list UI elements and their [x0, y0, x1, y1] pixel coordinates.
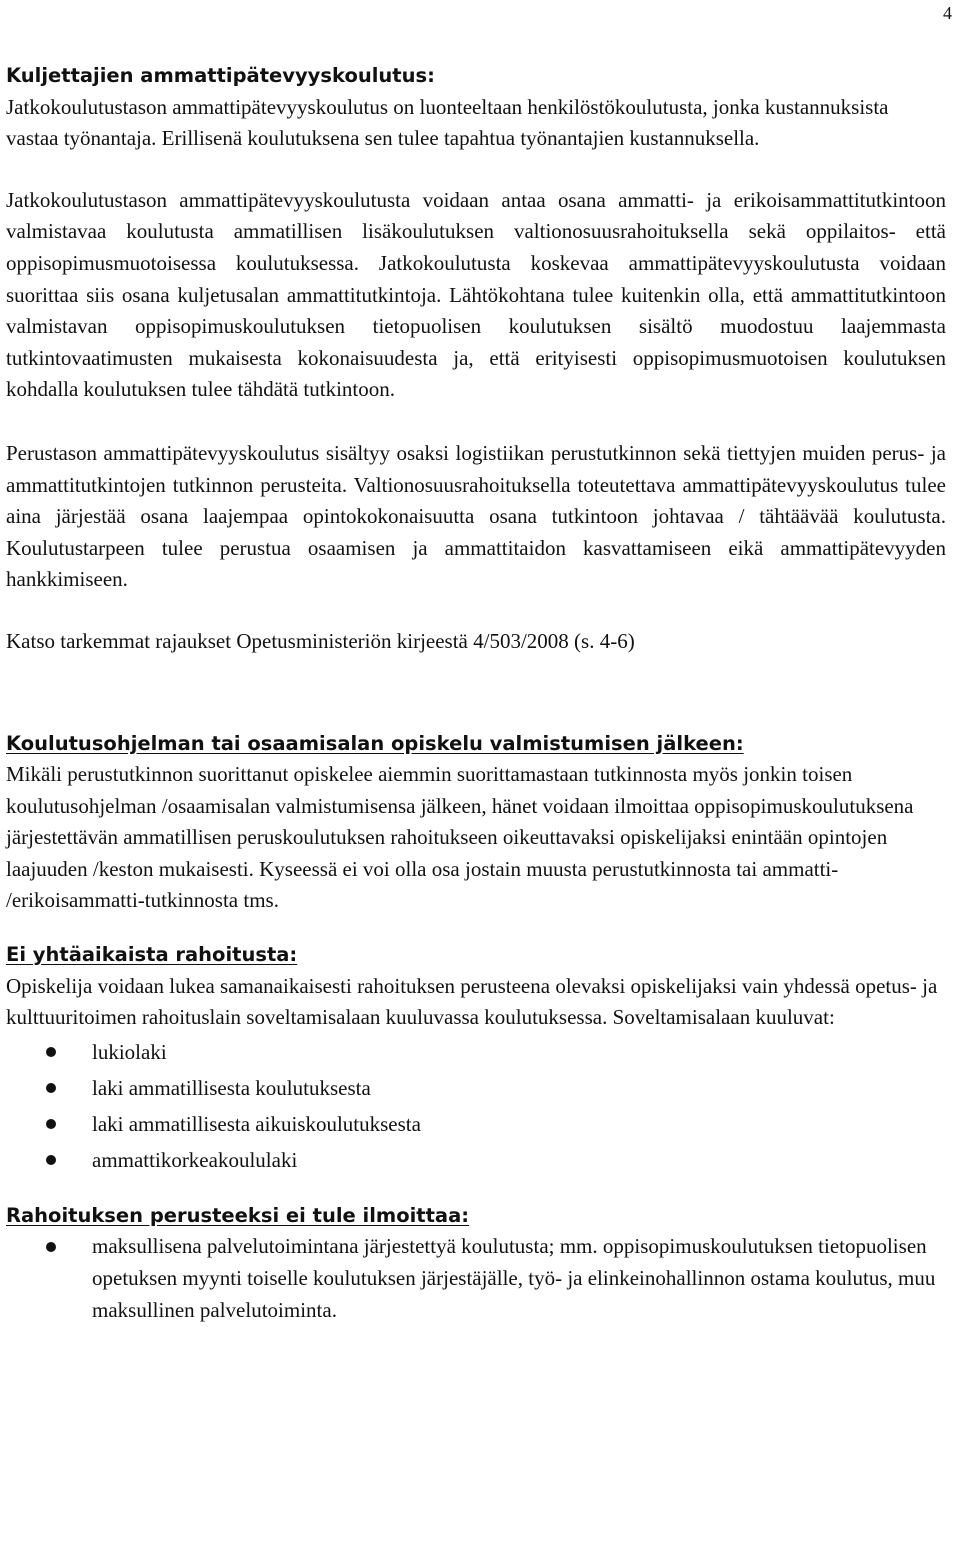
- list-item-text: lukiolaki: [92, 1039, 167, 1064]
- section-heading-after-graduation: Koulutusohjelman tai osaamisalan opiskelu valmistumisen jälkeen:: [6, 731, 744, 755]
- page-number: 4: [943, 3, 952, 23]
- bullet-list-not-to-report: [6, 1231, 946, 1326]
- bullet-icon: [46, 1047, 56, 1057]
- section-not-to-report: [6, 1200, 946, 1326]
- list-item-text: ammattikorkeakoululaki: [92, 1147, 298, 1172]
- bullet-icon: [46, 1119, 56, 1129]
- paragraph-reference: Katso tarkemmat rajaukset Opetusministeriön kirjeestä 4/503/2008 (s. 4-6): [6, 628, 635, 653]
- list-item: [6, 1142, 946, 1178]
- section-heading-no-simultaneous-funding: Ei yhtäaikaista rahoitusta:: [6, 943, 298, 967]
- paragraph-no-simultaneous-funding: Opiskelija voidaan lukea samanaikaisesti rahoituksen perusteena olevaksi opiskelijaksi vain yhdessä opetus- ja kulttuuritoimen rahoituslain soveltamisalaan kuuluvassa koulutuksessa. Soveltamisalaan kuuluvat:: [6, 973, 938, 1030]
- section-driver-training: [6, 60, 946, 658]
- paragraph-further-training: Jatkokoulutustason ammattipätevyyskoulutusta voidaan antaa osana ammatti- ja erikoisammattitutkintoon valmistavaa koulutusta ammatillisen lisäkoulutuksen valtionosuusrahoituksella sekä oppilaitos- että oppisopimusmuotoisessa koulutuksessa. Jatkokoulutusta koskevaa ammattipätevyyskoulutusta voidaan suorittaa siis osana kuljetusalan ammattitutkintoja. Lähtökohtana tulee kuitenkin olla, että ammattitutkintoon valmistavan oppisopimuskoulutuksen tietopuolisen koulutuksen sisältö muodostuu laajemmasta tutkintovaatimusten mukaisesta kokonaisuudesta ja, että erityisesti oppisopimusmuotoisen koulutuksen kohdalla koulutuksen tulee tähdätä tutkintoon.: [6, 187, 946, 402]
- paragraph-intro: Jatkokoulutustason ammattipätevyyskoulutus on luonteeltaan henkilöstökoulutusta, jonka kustannuksista vastaa työnantaja. Erillisenä koulutuksena sen tulee tapahtua työnantajien kustannuksella.: [6, 94, 889, 151]
- section-no-simultaneous-funding: [6, 939, 946, 1178]
- list-item: [6, 1106, 946, 1142]
- list-item-text: laki ammatillisesta koulutuksesta: [92, 1075, 371, 1100]
- list-item: [6, 1231, 946, 1326]
- section-heading-driver-training: Kuljettajien ammattipätevyyskoulutus:: [6, 64, 435, 87]
- section-heading-not-to-report: Rahoituksen perusteeksi ei tule ilmoittaa:: [6, 1203, 470, 1227]
- list-item-text: maksullisena palvelutoimintana järjestettyä koulutusta; mm. oppisopimuskoulutuksen tietopuolisen opetuksen myynti toiselle koulutuksen järjestäjälle, työ- ja elinkeinohallinnon ostama koulutus, muu maksullinen palvelutoiminta.: [92, 1234, 936, 1322]
- bullet-icon: [46, 1242, 56, 1252]
- list-item-text: laki ammatillisesta aikuiskoulutuksesta: [92, 1111, 421, 1136]
- paragraph-after-graduation: Mikäli perustutkinnon suorittanut opiskelee aiemmin suorittamastaan tutkinnosta myös jonkin toisen koulutusohjelman /osaamisalan valmistumisensa jälkeen, hänet voidaan ilmoittaa oppisopimuskoulutuksena järjestettävän ammatillisen peruskoulutuksen rahoitukseen oikeuttavaksi opiskelijaksi enintään opintojen laajuuden /keston mukaisesti. Kyseessä ei voi olla osa jostain muusta perustutkinnosta tai ammatti- /erikoisammatti-tutkinnosta tms.: [6, 762, 914, 913]
- list-item: [6, 1070, 946, 1106]
- bullet-list-scope: [6, 1034, 946, 1178]
- bullet-icon: [46, 1083, 56, 1093]
- list-item: [6, 1034, 946, 1070]
- paragraph-basic-training: Perustason ammattipätevyyskoulutus sisältyy osaksi logistiikan perustutkinnon sekä tiettyjen muiden perus- ja ammattitutkintojen tutkinnon perusteita. Valtionosuusrahoituksella toteutettava ammattipätevyyskoulutus tulee aina järjestää osana laajempaa opintokokonaisuutta osana tutkintoon johtavaa / tähtäävää koulutusta. Koulutustarpeen tulee perustua osaamisen ja ammattitaidon kasvattamiseen eikä ammattipätevyyden hankkimiseen.: [6, 440, 946, 592]
- section-after-graduation: [6, 728, 946, 918]
- bullet-icon: [46, 1155, 56, 1165]
